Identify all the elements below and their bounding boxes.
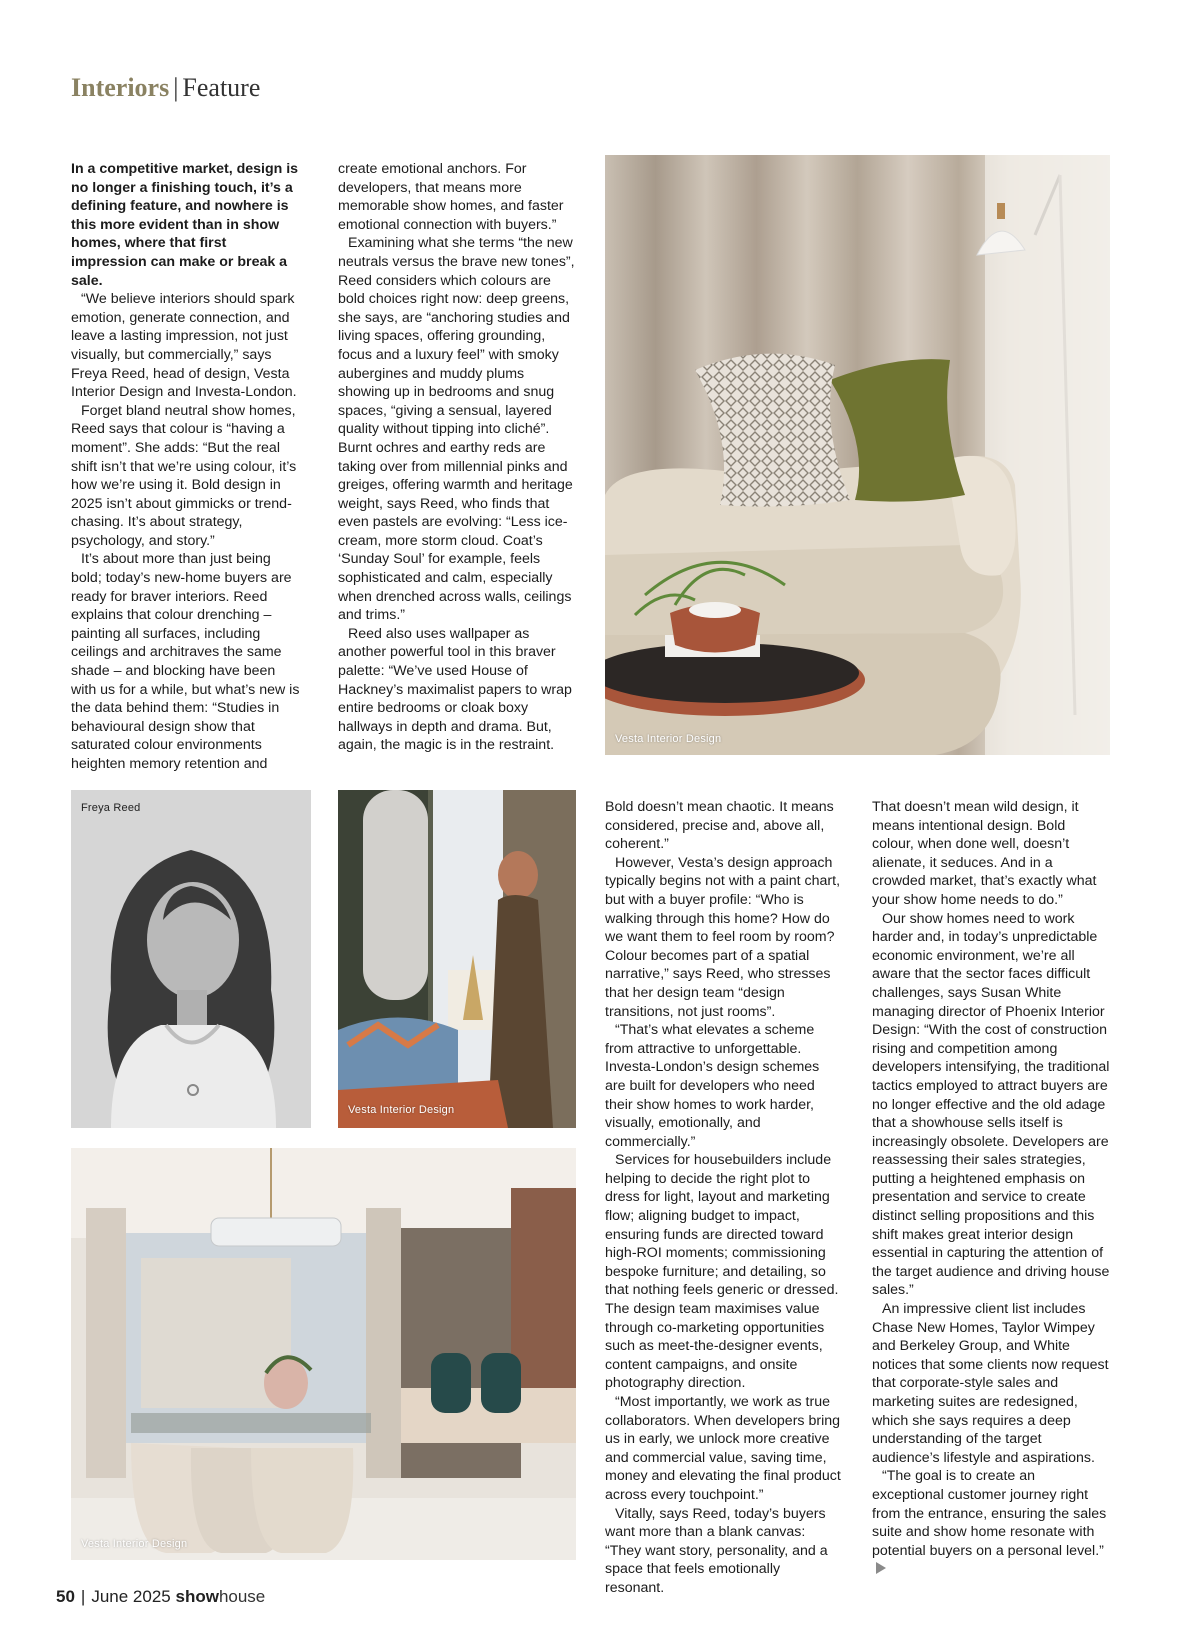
- paragraph: “That’s what elevates a scheme from attractive to unforgettable. Investa-London’s design schemes are built for developers who need their show homes to work harder, visually, emotionally, and commercially.”: [605, 1022, 820, 1150]
- article-column-4: [872, 798, 1110, 1579]
- end-of-article-icon: [876, 1562, 886, 1574]
- paragraph: Bold doesn’t mean chaotic. It means considered, precise and, above all, coherent.”: [605, 799, 834, 853]
- paragraph: create emotional anchors. For developers, that means more memorable show homes, and faster emotional connection with buyers.”: [338, 161, 564, 233]
- paragraph: Forget bland neutral show homes, Reed says that colour is “having a moment”. She adds: “But the real shift isn’t that we’re using colour, it’s how we’re using it. Bold design in 2025 isn’t about gimmicks or trend-chasing. It’s about strategy, psychology, and story.”: [71, 402, 297, 549]
- header-divider: |: [173, 73, 179, 102]
- bedroom-illustration: [338, 790, 576, 1128]
- article-column-3: [605, 798, 843, 1598]
- sofa-photo: [605, 155, 1110, 755]
- footer-divider: |: [80, 1587, 86, 1606]
- publication-name-bold: show: [175, 1587, 219, 1606]
- paragraph: Examining what she terms “the new neutrals versus the brave new tones”, Reed considers which colours are bold choices right now: deep greens, she says, are “anchoring studies and living spaces, offering grounding, focus and a luxury feel” with smoky aubergines and muddy plums showing up in bedrooms and snug spaces, “giving a sensual, layered quality without tipping into cliché”. Burnt ochres and earthy reds are taking over from millennial pinks and greiges, offering warmth and heritage weight, says Reed, who finds that even pastels are evolving: “Less ice-cream, more storm cloud. Coat’s ‘Sunday Soul’ for example, feels sophisticated and calm, especially when drenched across walls, ceilings and trims.”: [338, 235, 575, 624]
- paragraph: Reed also uses wallpaper as another powerful tool in this braver palette: “We’ve used House of Hackney’s maximalist papers to wrap entire bedrooms or cloak boxy hallways in depth and drama. But, again, the magic is in the restraint.: [338, 625, 572, 754]
- paragraph: That doesn’t mean wild design, it means intentional design. Bold colour, when done well, doesn’t alienate, it seduces. And in a crowded market, that’s exactly what your show home needs to do.”: [872, 799, 1097, 908]
- publication-name-light: house: [218, 1587, 266, 1606]
- paragraph: However, Vesta’s design approach typically begins not with a paint chart, but with a buyer profile: “Who is walking through this home? How do we want them to feel room by room? Colour becomes part of a spatial narrative,” says Reed, who stresses that her design team “design transitions, not just rooms”.: [605, 854, 841, 1020]
- photo-caption: Vesta Interior Design: [348, 1104, 455, 1116]
- paragraph: It’s about more than just being bold; today’s new-home buyers are ready for braver interiors. Reed explains that colour drenching – painting all surfaces, including ceilings and architraves the same shade – and blocking have been with us for a while, but what’s new is the data behind them: “Studies in behavioural design show that saturated colour environments heighten memory retention and: [71, 551, 300, 772]
- page-footer: [56, 1586, 265, 1608]
- article-column-2: [338, 160, 576, 755]
- paragraph: [872, 1467, 1110, 1579]
- paragraph: Vitally, says Reed, today’s buyers want more than a blank canvas: “They want story, personality, and a space that feels emotionally resonant.: [605, 1505, 828, 1596]
- paragraph: An impressive client list includes Chase New Homes, Taylor Wimpey and Berkeley Group, and White notices that some clients now request that corporate-style sales and marketing suites are redesigned, which she says requires a deep understanding of the target audience’s lifestyle and aspirations.: [872, 1301, 1109, 1466]
- photo-caption: Vesta Interior Design: [615, 733, 722, 745]
- portrait-photo: [71, 790, 311, 1128]
- section-header: [71, 72, 260, 104]
- paragraph: Services for housebuilders include helping to decide the right plot to dress for light, layout and marketing flow; aligning budget to impact, ensuring funds are directed toward high-ROI moments; commissioning bespoke furniture; and detailing, so that nothing feels generic or dressed. The design team maximises value through co-marketing opportunities such as meet-the-designer events, content campaigns, and onsite photography direction.: [605, 1152, 839, 1392]
- dining-photo: [71, 1148, 576, 1560]
- section-label: Interiors: [71, 73, 170, 102]
- article-lede: In a competitive market, design is no longer a finishing touch, it’s a defining feature, and nowhere is this more evident than in show homes, where that first impression can make or break a sale.: [71, 161, 299, 289]
- dining-illustration: [71, 1148, 576, 1560]
- sofa-illustration: [605, 155, 1110, 755]
- page-number: 50: [56, 1587, 75, 1606]
- paragraph: “We believe interiors should spark emotion, generate connection, and leave a lasting impression, not just visually, but commercially,” says Freya Reed, head of design, Vesta Interior Design and Investa-London.: [71, 291, 297, 401]
- article-column-1: [71, 160, 303, 774]
- issue-date: June 2025: [91, 1587, 171, 1606]
- photo-caption: Vesta Interior Design: [81, 1538, 188, 1550]
- section-kind: Feature: [182, 73, 261, 102]
- photo-caption: Freya Reed: [81, 802, 141, 814]
- portrait-illustration: [71, 790, 311, 1128]
- bedroom-photo: [338, 790, 576, 1128]
- paragraph: Our show homes need to work harder and, in today’s unpredictable economic environment, we’re all aware that the sector faces difficult challenges, says Susan White managing director of Phoenix Interior Design: “With the cost of construction rising and competition among developers intensifying, the traditional tactics employed to attract buyers are no longer effective and the old adage that a showhouse sells itself is increasingly obsolete. Developers are reassessing their sales strategies, putting a heightened emphasis on presentation and service to create distinct selling propositions and this shift makes great interior design essential in capturing the attention of the target audience and driving house sales.”: [872, 910, 1110, 1299]
- closing-paragraph-text: “The goal is to create an exceptional customer journey right from the entrance, ensuring the sales suite and show home resonate with potential buyers on a personal level.”: [872, 1468, 1107, 1559]
- paragraph: “Most importantly, we work as true collaborators. When developers bring us in early, we unlock more creative and commercial value, saving time, money and elevating the final product across every touchpoint.”: [605, 1394, 841, 1503]
